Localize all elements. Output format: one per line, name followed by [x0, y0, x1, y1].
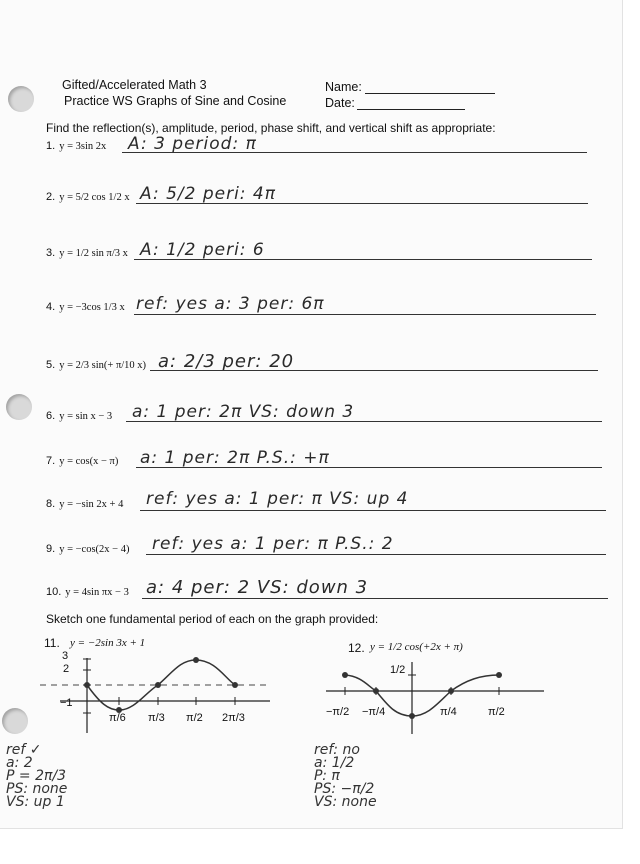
- problem-4: [46, 301, 125, 313]
- answer-1: A: 3 period: π: [128, 134, 257, 154]
- answer-line: [134, 314, 596, 315]
- graph-12-label: 12.: [348, 641, 365, 655]
- graph-12-notes: [314, 744, 377, 809]
- problem-2: [46, 191, 130, 203]
- problem-number: 3.: [46, 247, 56, 259]
- y-tick-label: 2: [63, 663, 70, 675]
- answer-8: ref: yes a: 1 per: π VS: up 4: [146, 489, 409, 509]
- x-tick-label: π/2: [186, 712, 203, 724]
- problem-number: 1.: [46, 140, 56, 152]
- date-label: Date:: [325, 96, 355, 110]
- note-line: a: 1/2: [314, 755, 355, 771]
- problem-number: 10.: [46, 586, 62, 598]
- problem-number: 6.: [46, 410, 56, 422]
- problem-equation: y = −cos(2x − 4): [59, 544, 130, 555]
- answer-line: [150, 370, 598, 371]
- problem-number: 8.: [46, 498, 56, 510]
- answer-line: [146, 554, 606, 555]
- course-title: Gifted/Accelerated Math 3: [62, 78, 207, 92]
- graph-11: [30, 648, 290, 738]
- sketch-instructions: Sketch one fundamental period of each on the graph provided:: [46, 612, 379, 626]
- answer-10: a: 4 per: 2 VS: down 3: [146, 577, 369, 598]
- problem-3: [46, 247, 128, 259]
- problem-equation: y = 4sin πx − 3: [65, 587, 129, 598]
- name-label: Name:: [325, 80, 362, 94]
- answer-6: a: 1 per: 2π VS: down 3: [132, 402, 355, 422]
- answer-line: [142, 598, 608, 599]
- x-tick-label: π/6: [109, 712, 126, 724]
- answer-4: ref: yes a: 3 per: 6π: [136, 294, 325, 314]
- hole-punch: [2, 708, 28, 734]
- note-line: a: 2: [6, 755, 33, 771]
- note-line: P: π: [314, 768, 340, 784]
- problem-equation: y = 3sin 2x: [59, 141, 107, 152]
- worksheet-title: Practice WS Graphs of Sine and Cosine: [64, 94, 287, 108]
- graph-11-label: 11.: [44, 636, 60, 650]
- problem-equation: y = −3cos 1/3 x: [59, 302, 125, 313]
- answer-line: [126, 421, 602, 422]
- note-line: VS: none: [314, 794, 377, 810]
- problem-equation: y = −sin 2x + 4: [59, 499, 124, 510]
- graph-11-function: y = −2sin 3x + 1: [70, 637, 146, 649]
- problem-number: 5.: [46, 359, 56, 371]
- note-line: P = 2π/3: [6, 768, 67, 784]
- x-tick-label: π/3: [148, 712, 165, 724]
- graph-12-function: y = 1/2 cos(+2x + π): [370, 641, 463, 653]
- problem-9: [46, 543, 129, 555]
- note-line: PS: −π/2: [314, 781, 375, 797]
- problem-number: 7.: [46, 455, 56, 467]
- x-tick-label: −π/2: [326, 706, 350, 718]
- problem-10: [46, 586, 129, 598]
- x-tick-label: 2π/3: [222, 712, 245, 724]
- hole-punch: [8, 86, 34, 112]
- problem-8: [46, 498, 123, 510]
- answer-3: A: 1/2 peri: 6: [140, 240, 265, 260]
- answer-5: a: 2/3 per: 20: [158, 351, 295, 372]
- answer-line: [122, 152, 587, 153]
- name-line: [365, 93, 495, 94]
- x-tick-label: π/2: [488, 706, 505, 718]
- problem-number: 2.: [46, 191, 56, 203]
- problem-number: 4.: [46, 301, 56, 313]
- problem-equation: y = cos(x − π): [59, 456, 119, 467]
- y-tick-label: −1: [60, 697, 73, 709]
- problem-6: [46, 410, 112, 422]
- y-tick-label: 1/2: [390, 664, 406, 676]
- answer-line: [136, 467, 602, 468]
- note-line: VS: up 1: [6, 794, 65, 810]
- answer-2: A: 5/2 peri: 4π: [140, 184, 276, 204]
- date-line: [357, 109, 465, 110]
- x-tick-label: −π/4: [362, 706, 386, 718]
- note-line: ref ✓: [6, 742, 42, 758]
- graph-12: [316, 658, 556, 738]
- answer-line: [134, 259, 592, 260]
- y-tick-label: 3: [62, 650, 69, 662]
- x-tick-label: π/4: [440, 706, 457, 718]
- hole-punch: [6, 394, 32, 420]
- answer-line: [136, 203, 588, 204]
- answer-7: a: 1 per: 2π P.S.: +π: [140, 448, 330, 468]
- note-line: ref: no: [314, 742, 360, 758]
- problem-number: 9.: [46, 543, 56, 555]
- problem-equation: y = 2/3 sin(+ π/10 x): [59, 360, 147, 371]
- problem-equation: y = 1/2 sin π/3 x: [59, 248, 128, 259]
- problem-5: [46, 359, 146, 371]
- problem-equation: y = 5/2 cos 1/2 x: [59, 192, 130, 203]
- instructions: Find the reflection(s), amplitude, period, phase shift, and vertical shift as appropriate:: [46, 121, 496, 135]
- answer-line: [140, 510, 606, 511]
- problem-7: [46, 455, 118, 467]
- problem-1: [46, 140, 106, 152]
- answer-9: ref: yes a: 1 per: π P.S.: 2: [152, 534, 394, 554]
- note-line: PS: none: [6, 781, 68, 797]
- problem-equation: y = sin x − 3: [59, 411, 113, 422]
- graph-11-notes: [6, 744, 67, 809]
